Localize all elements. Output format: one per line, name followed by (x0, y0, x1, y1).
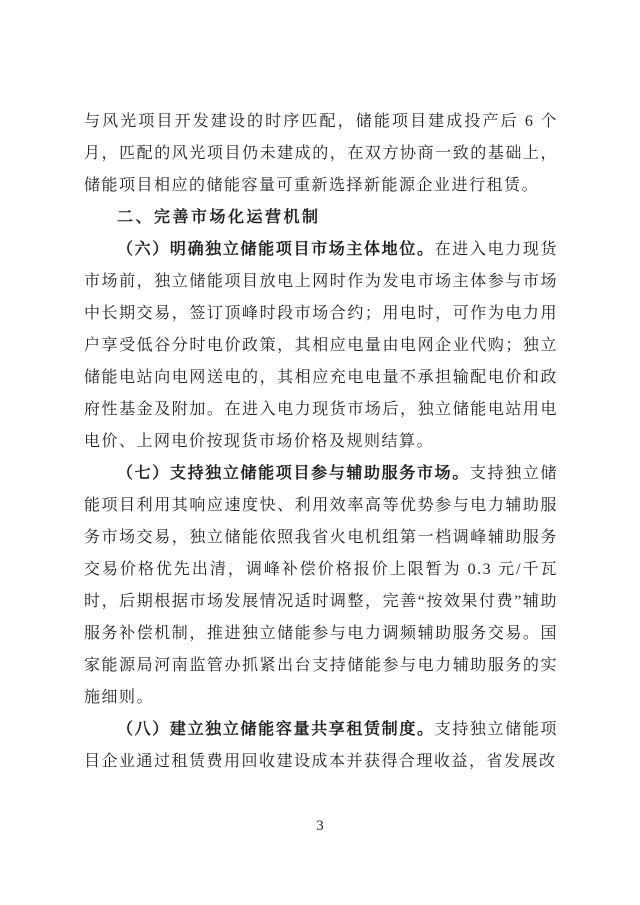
paragraph-item-6 (84, 234, 558, 458)
paragraph-body-text: 在进入电力现货市场前，独立储能项目放电上网时作为发电市场主体参与市场中长期交易，签订顶峰时段市场合约；用电时，可作为电力用户享受低谷分时电价政策，其相应电量由电网企业代购；独立储能电站向电网送电的，其相应充电电量不承担输配电价和政府性基金及附加。在进入电力现货市场后，独立储能电站用电电价、上网电价按现货市场价格及规则结算。 (84, 241, 558, 450)
section-heading: 二、完善市场化运营机制 (117, 209, 321, 226)
page-number: 3 (316, 818, 324, 834)
paragraph-lead: （七）支持独立储能项目参与辅助服务市场。 (117, 465, 470, 482)
paragraph-body-text: 支持独立储能项目利用其响应速度快、利用效率高等优势参与电力辅助服务市场交易，独立储能依照我省火电机组第一档调峰辅助服务交易价格优先出清，调峰补偿价格报价上限暂为 0.3 元/千瓦时，后期根据市场发展情况适时调整，完善“按效果付费”辅助服务补偿机制，推进独立储能参与电力调频辅助服务交易。国家能源局河南监管办抓紧出台支持储能参与电力辅助服务的实施细则。 (84, 465, 558, 706)
paragraph-lead: （六）明确独立储能项目市场主体地位。 (117, 241, 435, 258)
document-text-block (84, 106, 558, 778)
paragraph-item-7 (84, 458, 558, 714)
paragraph-continuation: 与风光项目开发建设的时序匹配，储能项目建成投产后 6 个月，匹配的风光项目仍未建成的，在双方协商一致的基础上，储能项目相应的储能容量可重新选择新能源企业进行租赁。 (84, 113, 558, 194)
paragraph-lead: （八）建立独立储能容量共享租赁制度。 (117, 721, 435, 738)
paragraph-body-text: 支持独立储能项目企业通过租赁费用回收建设成本并获得合理收益，省发展改 (84, 721, 558, 770)
paragraph-item-8 (84, 714, 558, 778)
